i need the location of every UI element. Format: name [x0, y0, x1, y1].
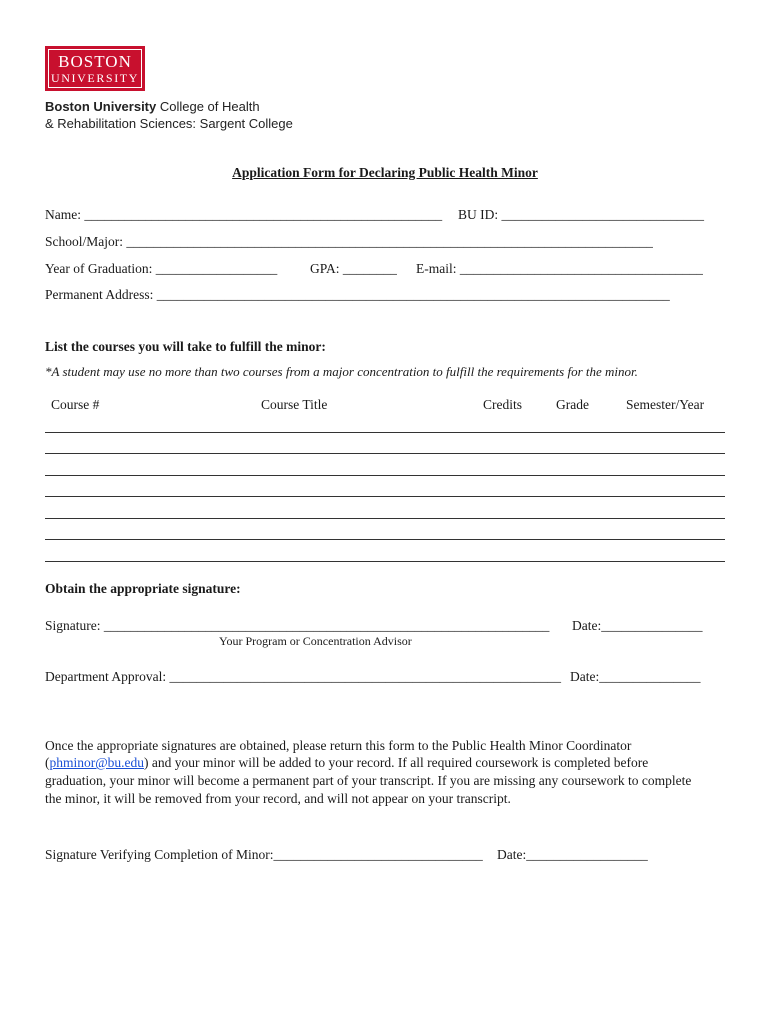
advisor-caption: Your Program or Concentration Advisor — [219, 634, 412, 648]
closing-paragraph-line: graduation, your minor will become a permanent part of your transcript. If you are missing any coursework to complete — [45, 773, 692, 788]
college-name-line2: & Rehabilitation Sciences: Sargent College — [45, 116, 293, 131]
course-row-line[interactable] — [45, 518, 725, 519]
gpa-field[interactable]: GPA: ________ — [310, 261, 397, 276]
advisor-date-field[interactable]: Date:_______________ — [572, 618, 703, 633]
logo-boston: BOSTON — [58, 52, 132, 71]
college-name-bold: Boston University — [45, 99, 157, 114]
advisor-signature-field[interactable]: Signature: __________________________________________________________________ — [45, 618, 550, 633]
closing-line2-rest: ) and your minor will be added to your record. If all required coursework is completed before — [144, 755, 649, 770]
completion-date-field[interactable]: Date:__________________ — [497, 847, 648, 862]
courses-heading: List the courses you will take to fulfill the minor: — [45, 339, 326, 354]
logo-university: UNIVERSITY — [51, 71, 139, 85]
email-field[interactable]: E-mail: ____________________________________ — [416, 261, 703, 276]
signature-heading: Obtain the appropriate signature: — [45, 581, 241, 596]
bu-logo — [45, 46, 145, 91]
column-credits: Credits — [483, 397, 522, 412]
college-name — [45, 99, 260, 115]
form-title: Application Form for Declaring Public Health Minor — [232, 165, 538, 180]
column-grade: Grade — [556, 397, 589, 412]
course-row-line[interactable] — [45, 453, 725, 454]
paren-open: ( — [45, 755, 50, 770]
course-row-line[interactable] — [45, 561, 725, 562]
permanent-address-field[interactable]: Permanent Address: ____________________________________________________________________________ — [45, 287, 670, 302]
course-row-line[interactable] — [45, 539, 725, 540]
bu-id-field[interactable]: BU ID: ______________________________ — [458, 207, 704, 222]
college-name-rest: College of Health — [156, 99, 260, 114]
column-course-title: Course Title — [261, 397, 328, 412]
course-row-line[interactable] — [45, 475, 725, 476]
school-major-field[interactable]: School/Major: ______________________________________________________________________________ — [45, 234, 653, 249]
name-field[interactable]: Name: _____________________________________________________ — [45, 207, 443, 222]
closing-paragraph-line: the minor, it will be removed from your record, and will not appear on your transcript. — [45, 791, 511, 806]
closing-paragraph-line: Once the appropriate signatures are obtained, please return this form to the Public Health Minor Coordinator — [45, 738, 632, 753]
department-approval-field[interactable]: Department Approval: __________________________________________________________ — [45, 669, 561, 684]
coordinator-email-link[interactable]: phminor@bu.edu — [49, 755, 145, 770]
course-row-line[interactable] — [45, 432, 725, 433]
closing-paragraph-line — [45, 755, 648, 771]
graduation-year-field[interactable]: Year of Graduation: __________________ — [45, 261, 278, 276]
column-semester-year: Semester/Year — [626, 397, 705, 412]
course-row-line[interactable] — [45, 496, 725, 497]
department-date-field[interactable]: Date:_______________ — [570, 669, 701, 684]
column-course-number: Course # — [51, 397, 100, 412]
completion-signature-field[interactable]: Signature Verifying Completion of Minor:_______________________________ — [45, 847, 483, 862]
courses-note: *A student may use no more than two courses from a major concentration to fulfill the requirements for the minor. — [45, 364, 638, 379]
